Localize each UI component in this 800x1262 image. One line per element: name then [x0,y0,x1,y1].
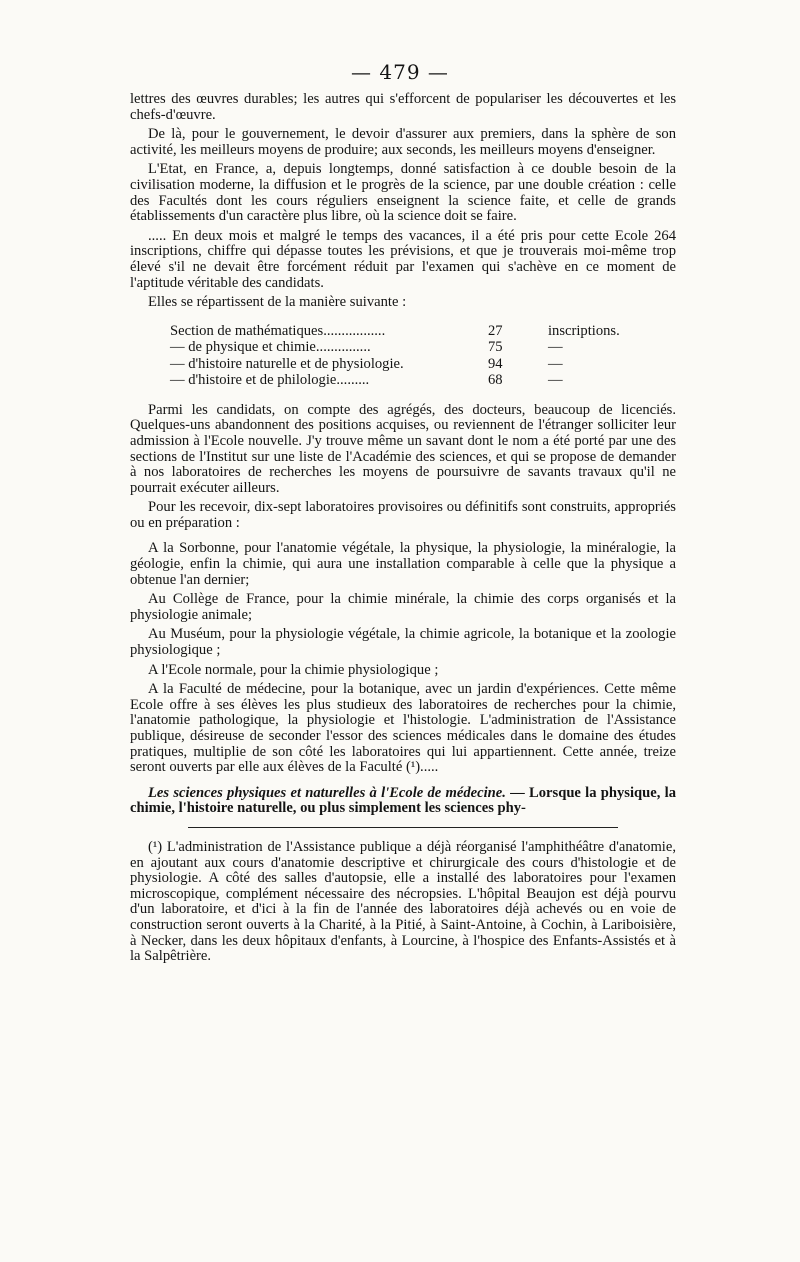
heading-continuation: — Lorsque la physique, la chimie, l'histoire naturelle, ou plus simplement les sciences phy- [130,784,677,817]
paragraph: lettres des œuvres durables; les autres qui s'efforcent de populariser les découvertes et les chefs-d'œuvre. [130,91,676,123]
paragraph: A l'Ecole normale, pour la chimie physiologique ; [148,661,439,678]
section-count: 27 [488,322,503,339]
paragraph: A la Sorbonne, pour l'anatomie végétale, la physique, la physiologie, la minéralogie, la géologie, enfin la chimie, qui aura une installation comparable à celle que la physique a obtenue l'an dernier; [130,540,676,588]
paragraph: Pour les recevoir, dix-sept laboratoires provisoires ou définitifs sont construits, appropriés ou en préparation : [130,499,676,531]
section-heading-paragraph [130,786,676,817]
paragraph: ..... En deux mois et malgré le temps des vacances, il a été pris pour cette Ecole 264 inscriptions, chiffre qui dépasse toutes les prévisions, et que je trouverais moi-même trop élevé s'il ne devait être forcément réduit par l'examen qui s'achève en ce moment de l'aptitude véritable des candidats. [130,227,676,291]
paragraph: De là, pour le gouvernement, le devoir d'assurer aux premiers, dans la sphère de son activité, les meilleurs moyens de produire; aux seconds, les meilleurs moyens d'enseigner. [130,126,676,158]
section-count: 94 [488,355,503,372]
footnote [130,840,676,965]
section-unit: — [548,339,563,356]
paragraph: L'Etat, en France, a, depuis longtemps, donné satisfaction à ce double besoin de la civilisation moderne, la diffusion et le progrès de la science, par une double création : celle des Facultés dont les cours réguliers enseignent la science faite, et celle de grands établissements d'un caractère plus libre, où la science doit se faire. [130,161,676,225]
section-label: — d'histoire et de philologie......... [170,372,370,389]
section-count: 75 [488,339,503,356]
section-unit: inscriptions. [548,322,620,339]
main-text [130,92,676,965]
paragraph: Au Collège de France, pour la chimie minérale, la chimie des corps organisés et la physiologie animale; [130,591,676,623]
paragraph: A la Faculté de médecine, pour la botanique, avec un jardin d'expériences. Cette même Ecole offre à ses élèves les plus studieux des laboratoires de recherches pour la chimie, l'anatomie pathologique, la physiologie et l'histologie. L'administration de l'Assistance publique, désireuse de seconder l'essor des sciences médicales dans le domaine des études pratiques, multiplie de son côté les laboratoires qui lui appartiennent. Cette année, treize seront ouverts par elle aux élèves de la Faculté (¹)..... [130,681,676,776]
paragraph: Au Muséum, pour la physiologie végétale, la chimie agricole, la botanique et la zoologie physiologique ; [130,626,676,659]
footnote-divider [188,827,618,828]
section-label: Section de mathématiques................. [170,322,386,339]
page-number: — 479 — [351,60,449,84]
inscriptions-table [170,323,676,389]
section-unit: — [548,372,563,389]
table-row [170,323,676,340]
section-heading: Les sciences physiques et naturelles à l'Ecole de médecine. [148,784,506,801]
table-row [170,372,676,389]
section-label: — d'histoire naturelle et de physiologie. [170,355,404,372]
section-unit: — [548,355,563,372]
section-count: 68 [488,372,503,389]
paragraph: Elles se répartissent de la manière suivante : [148,294,407,311]
footnote-text: (¹) L'administration de l'Assistance publique a déjà réorganisé l'amphithéâtre d'anatomie, en ajoutant aux cours d'anatomie descriptive et chirurgicale des cours d'histologie et de physiologie. A côté des salles d'autopsie, elle a installé des laboratoires pour l'examen microscopique, complément nécessaire des nécropsies. L'hôpital Beaujon est déjà pourvu d'un laboratoire, et d'ici à la fin de l'année des laboratoires déjà achevés ou en voie de construction seront ouverts à la Charité, à la Pitié, à Saint-Antoine, à Cochin, à Lariboisière, à Necker, dans les deux hôpitaux d'enfants, à Lourcine, à l'hospice des Enfants-Assistés et à la Salpêtrière. [130,838,676,965]
table-row [170,356,676,373]
table-row [170,339,676,356]
paragraph: Parmi les candidats, on compte des agrégés, des docteurs, beaucoup de licenciés. Quelques-uns abandonnent des positions acquises, ou reviennent de l'étranger solliciter leur admission à l'Ecole nouvelle. J'y trouve même un savant dont le nom a été porté par une des sections de l'Institut sur une liste de l'Académie des sciences, et qui se propose de demander à nos laboratoires de recherches les moyens de poursuivre de savants travaux qu'il ne pourrait exécuter ailleurs. [130,401,676,496]
section-label: — de physique et chimie............... [170,339,371,356]
